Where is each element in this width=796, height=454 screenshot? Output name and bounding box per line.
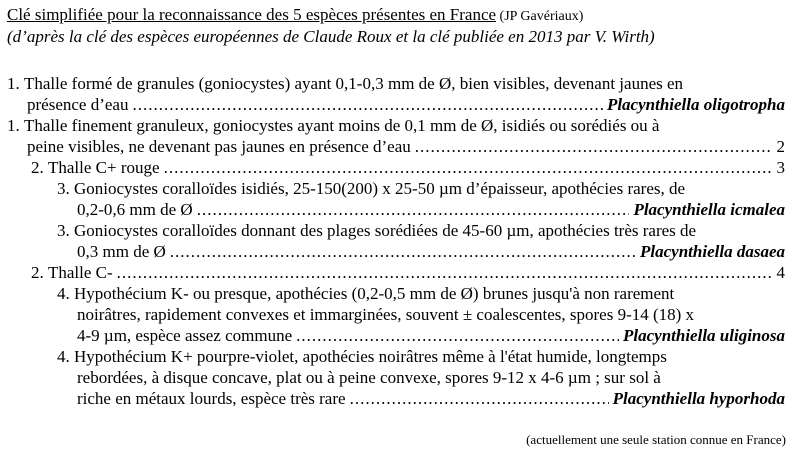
key-text: riche en métaux lourds, espèce très rare	[77, 389, 346, 408]
footnote: (actuellement une seule station connue en France)	[526, 432, 786, 447]
document-author: (JP Gavériaux)	[496, 9, 584, 24]
key-entry-1b	[7, 115, 785, 157]
key-text: Hypothécium K- ou presque, apothécies (0,2-0,5 mm de Ø) brunes jusqu'à non rarement	[74, 284, 675, 303]
key-number: 4.	[57, 347, 70, 366]
key-line	[57, 346, 785, 367]
key-line	[57, 220, 785, 241]
key-text: rebordées, à disque concave, plat ou à peine convexe, spores 9-12 x 4-6 µm ; sur sol à	[77, 368, 661, 387]
key-line	[31, 262, 785, 283]
key-entry-3a	[7, 178, 785, 220]
key-number: 4.	[57, 284, 70, 303]
key-line	[57, 304, 785, 325]
title-line	[7, 4, 792, 26]
key-number: 1.	[7, 74, 20, 93]
key-entry-4b	[7, 346, 785, 409]
leader-dots	[164, 157, 773, 178]
species-name: Placynthiella hyporhoda	[612, 389, 785, 408]
leader-dots	[350, 388, 609, 409]
key-entry-2a	[7, 157, 785, 178]
key-text: 0,2-0,6 mm de Ø	[77, 200, 193, 219]
key-text: peine visibles, ne devenant pas jaunes en présence d’eau	[27, 137, 411, 156]
key-text: 0,3 mm de Ø	[77, 242, 166, 261]
key-line	[7, 94, 785, 115]
key-line	[57, 325, 785, 346]
key-text: 4-9 µm, espèce assez commune	[77, 326, 293, 345]
leader-dots	[117, 262, 773, 283]
species-name: Placynthiella icmalea	[633, 200, 785, 219]
key-text: Thalle C-	[48, 263, 113, 282]
key-entry-1a	[7, 73, 785, 115]
identification-key	[7, 73, 785, 409]
key-line	[57, 388, 785, 409]
key-line	[57, 199, 785, 220]
key-line	[7, 115, 785, 136]
key-line	[57, 367, 785, 388]
key-text: noirâtres, rapidement convexes et immarginées, souvent ± coalescentes, spores 9-14 (18) x	[77, 305, 695, 324]
key-text: Hypothécium K+ pourpre-violet, apothécies noirâtres même à l'état humide, longtemps	[74, 347, 667, 366]
key-line	[57, 283, 785, 304]
document-subtitle: (d’après la clé des espèces européennes de Claude Roux et la clé publiée en 2013 par V. Wirth)	[7, 27, 655, 46]
key-entry-3b	[7, 220, 785, 262]
species-name: Placynthiella dasaea	[640, 242, 785, 261]
key-entry-2b	[7, 262, 785, 283]
key-reference: 3	[776, 158, 785, 177]
key-line	[7, 136, 785, 157]
leader-dots	[296, 325, 619, 346]
key-text: Thalle formé de granules (goniocystes) ayant 0,1-0,3 mm de Ø, bien visibles, devenant jaunes en	[24, 74, 684, 93]
key-line	[31, 157, 785, 178]
key-number: 2.	[31, 263, 44, 282]
species-name: Placynthiella uliginosa	[623, 326, 785, 345]
key-number: 1.	[7, 116, 20, 135]
key-line	[7, 73, 785, 94]
key-entry-4a	[7, 283, 785, 346]
leader-dots	[170, 241, 636, 262]
key-reference: 2	[776, 137, 785, 156]
key-number: 2.	[31, 158, 44, 177]
key-text: présence d’eau	[27, 95, 129, 114]
leader-dots	[132, 94, 602, 115]
key-line	[57, 241, 785, 262]
key-number: 3.	[57, 221, 70, 240]
key-number: 3.	[57, 179, 70, 198]
key-reference: 4	[776, 263, 785, 282]
key-text: Goniocystes coralloïdes isidiés, 25-150(200) x 25-50 µm d’épaisseur, apothécies rares, de	[74, 179, 686, 198]
leader-dots	[415, 136, 773, 157]
document-title: Clé simplifiée pour la reconnaissance des 5 espèces présentes en France	[7, 5, 497, 24]
key-line	[57, 178, 785, 199]
species-name: Placynthiella oligotropha	[606, 95, 785, 114]
key-text: Thalle finement granuleux, goniocystes ayant moins de 0,1 mm de Ø, isidiés ou sorédiés ou à	[24, 116, 660, 135]
key-text: Goniocystes coralloïdes donnant des plages sorédiées de 45-60 µm, apothécies très rares de	[74, 221, 697, 240]
document-header	[7, 4, 792, 48]
leader-dots	[197, 199, 630, 220]
key-text: Thalle C+ rouge	[48, 158, 160, 177]
